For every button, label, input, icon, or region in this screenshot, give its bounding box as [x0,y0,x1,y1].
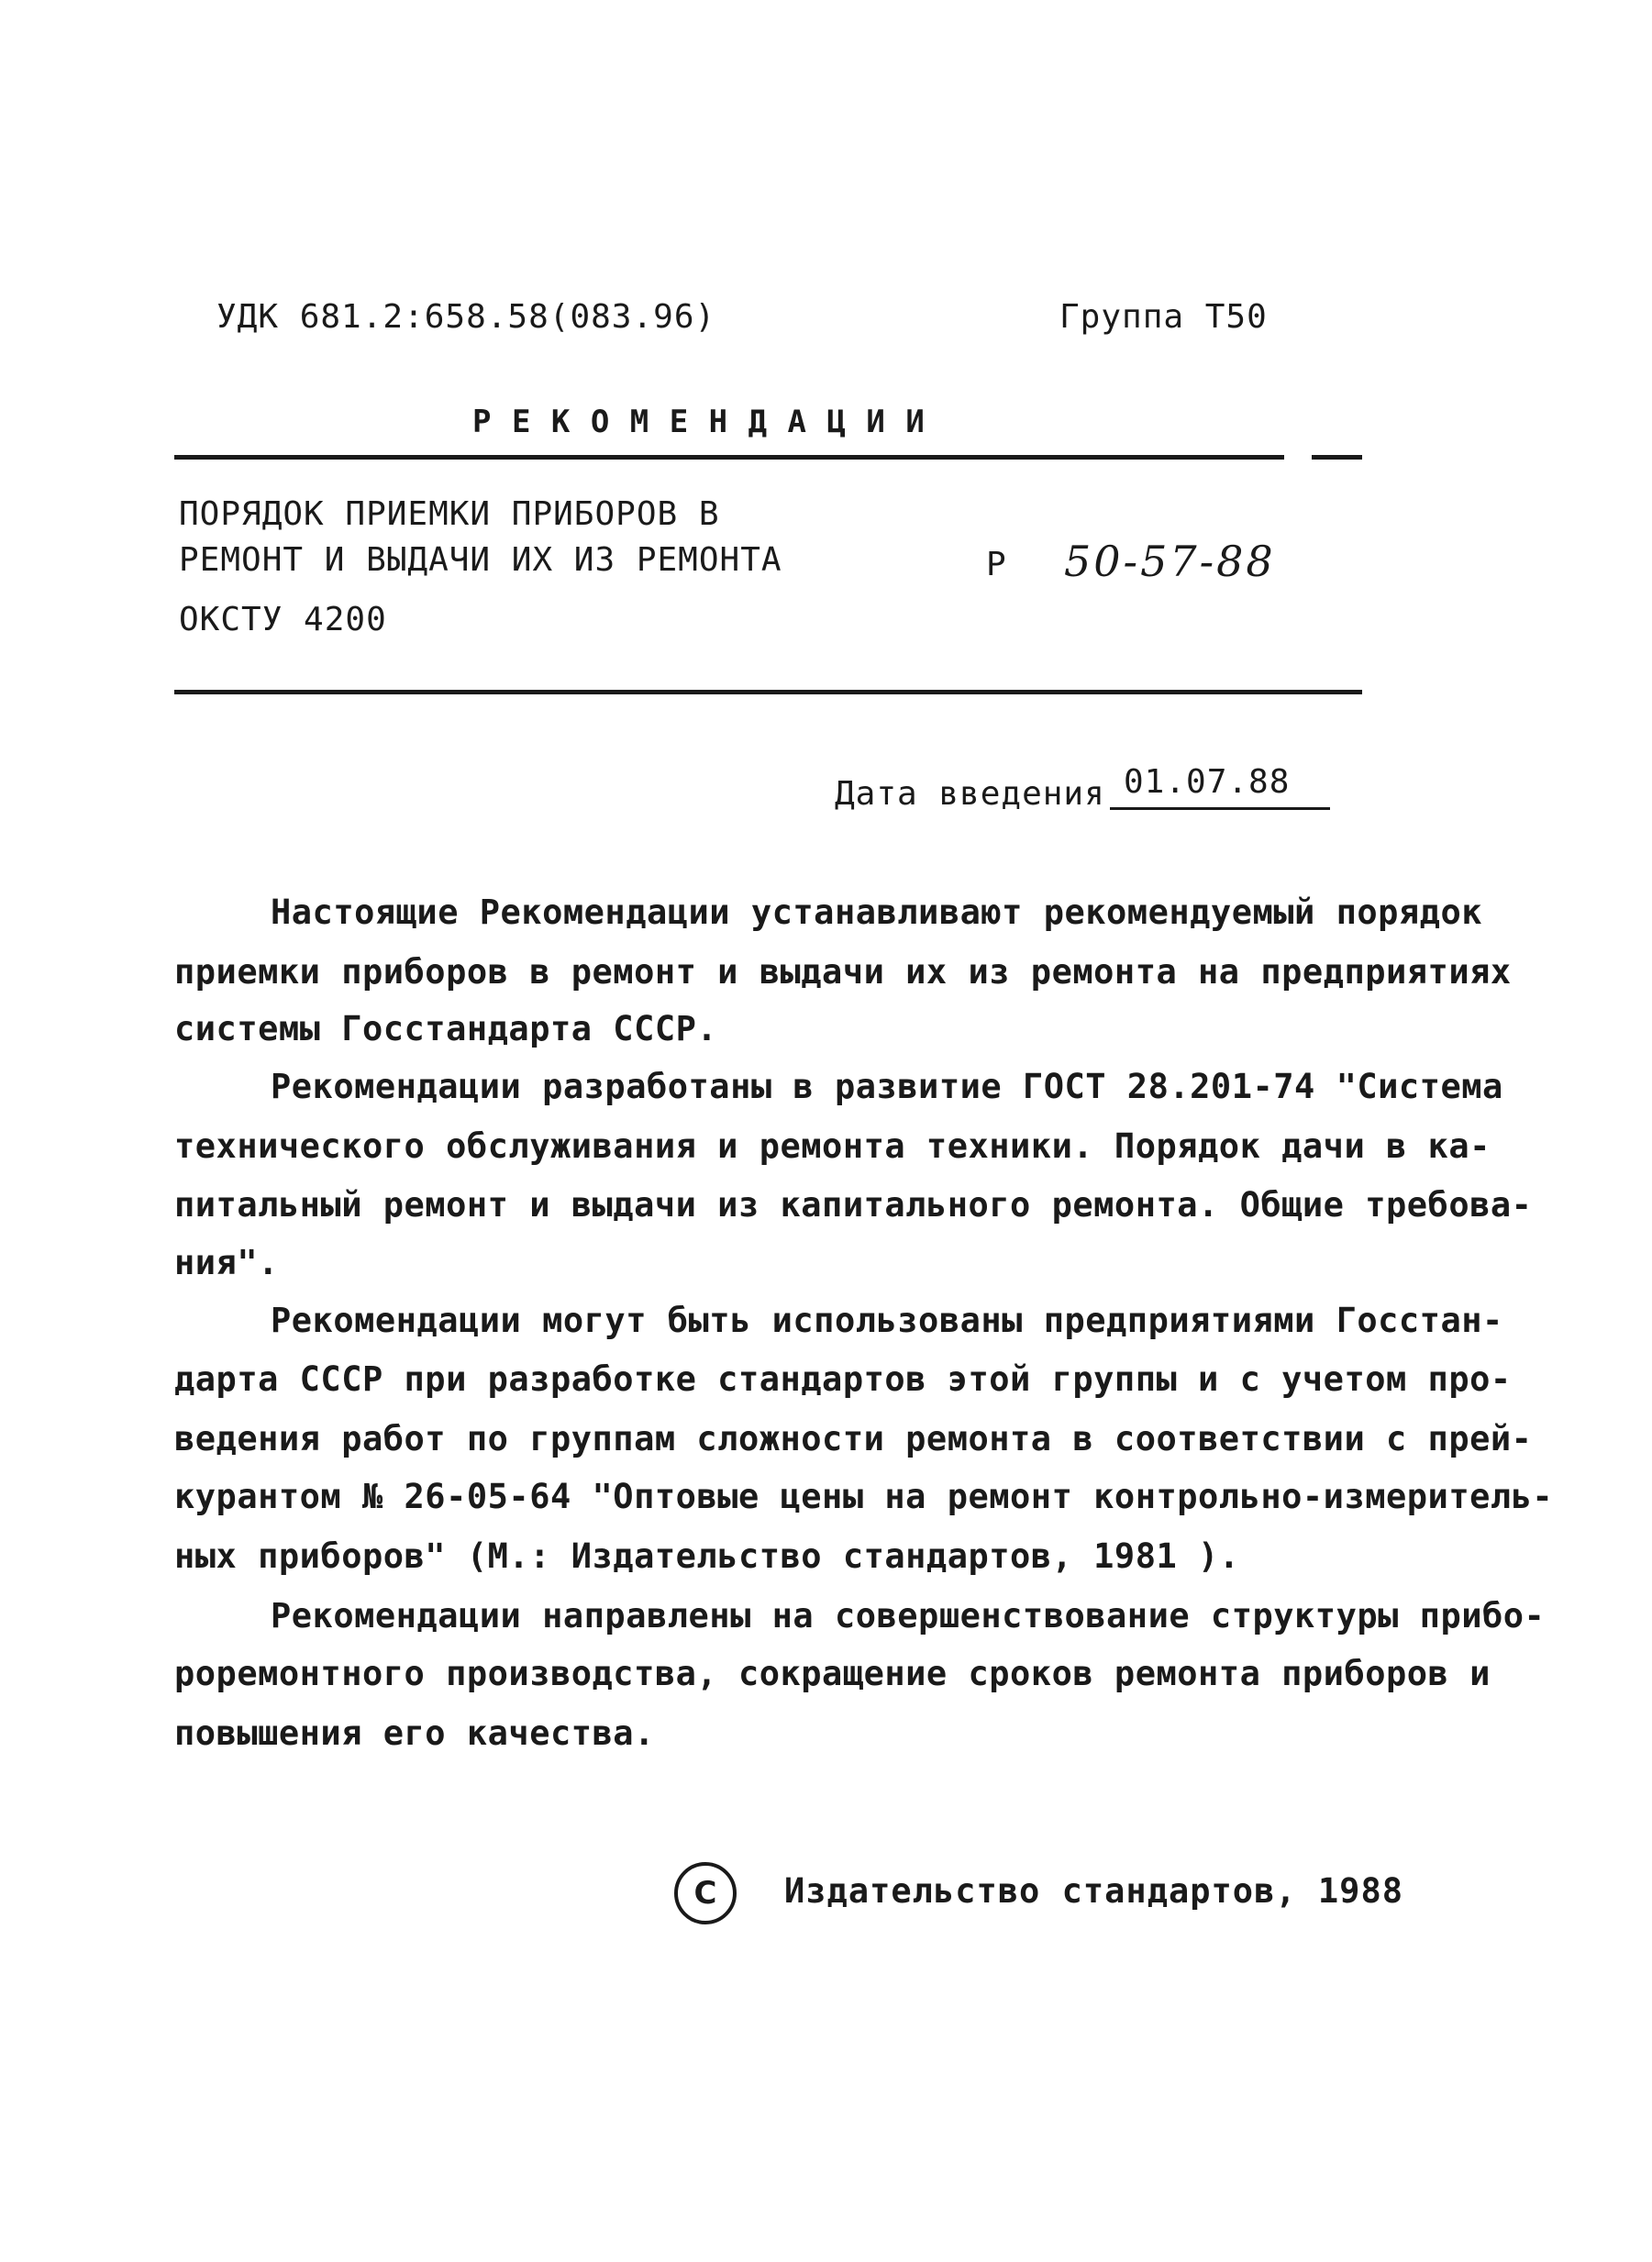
title-line-2: РЕМОНТ И ВЫДАЧИ ИХ ИЗ РЕМОНТА [179,541,782,579]
body-line: Настоящие Рекомендации устанавливают рекомендуемый порядок [271,893,1483,932]
body-line: Рекомендации направлены на совершенствование структуры прибо- [271,1596,1546,1636]
designation-prefix: Р [986,546,1007,583]
publisher-line: Издательство стандартов, 1988 [784,1871,1404,1911]
date-underline [1110,807,1330,810]
body-line: питальный ремонт и выдачи из капитального ремонта. Общие требова- [174,1185,1533,1225]
body-line: приемки приборов в ремонт и выдачи их из ремонта на предприятиях [174,952,1512,992]
document-type-heading: Р Е К О М Е Н Д А Ц И И [472,404,926,440]
date-value: 01.07.88 [1124,763,1291,801]
oksty-code: ОКСТУ 4200 [179,601,387,638]
body-line: Рекомендации разработаны в развитие ГОСТ 28.201-74 "Система [271,1067,1503,1106]
top-rule [174,455,1284,460]
body-line: Рекомендации могут быть использованы предприятиями Госстан- [271,1301,1503,1340]
date-label: Дата введения [835,775,1105,813]
top-rule-short [1312,455,1362,460]
body-line: системы Госстандарта СССР. [174,1009,718,1048]
body-line: технического обслуживания и ремонта техники. Порядок дачи в ка- [174,1126,1491,1166]
body-line: курантом № 26-05-64 "Оптовые цены на ремонт контрольно-измеритель- [174,1477,1554,1516]
body-line: ных приборов" (М.: Издательство стандартов, 1981 ). [174,1536,1240,1576]
udk-code: УДК 681.2:658.58(083.96) [216,298,716,336]
group-code: Группа Т50 [1059,298,1268,336]
body-line: роремонтного производства, сокращение сроков ремонта приборов и [174,1654,1491,1693]
body-line: повышения его качества. [174,1713,655,1753]
copyright-icon: C [674,1862,737,1924]
designation-number: 50-57-88 [1064,537,1276,586]
body-line: дарта СССР при разработке стандартов этой группы и с учетом про- [174,1359,1512,1399]
body-line: ведения работ по группам сложности ремонта в соответствии с прей- [174,1419,1533,1458]
body-line: ния". [174,1243,279,1282]
bottom-rule [174,690,1362,694]
title-line-1: ПОРЯДОК ПРИЕМКИ ПРИБОРОВ В [179,495,720,533]
